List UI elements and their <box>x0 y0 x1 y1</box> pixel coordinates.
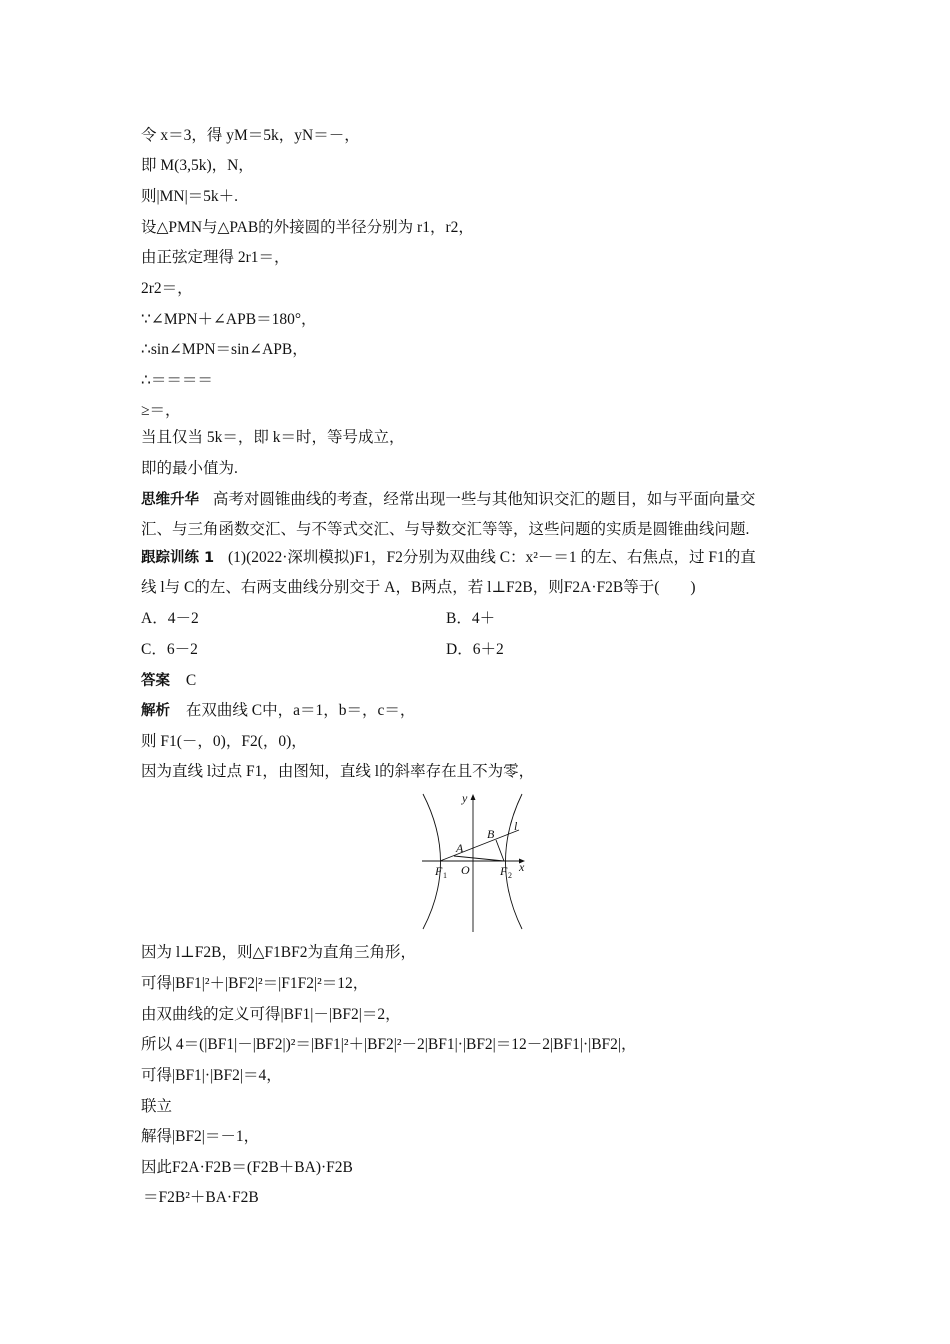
label-f2-sub: 2 <box>508 871 512 880</box>
label-y: y <box>462 791 468 805</box>
option-c: C．6－2 <box>141 641 198 658</box>
option-b: B．4＋ <box>446 610 496 627</box>
hyperbola-left-branch <box>423 794 441 929</box>
analysis-line <box>141 701 415 721</box>
segment-bf2 <box>496 840 504 861</box>
solution-line-9: 解得|BF2|＝－1， <box>141 1128 260 1145</box>
line-10: ≥＝， <box>141 402 181 419</box>
solution-line-2: 因为直线 l过点 F1，由图知，直线 l的斜率存在且不为零， <box>141 763 535 780</box>
solution-line-10: 因此F2A·F2B＝(F2B＋BA)·F2B <box>141 1159 353 1176</box>
label-f1-sub: 1 <box>443 871 447 880</box>
exercise-line-1 <box>141 548 756 568</box>
solution-line-7: 可得|BF1|·|BF2|＝4， <box>141 1067 282 1084</box>
line-6: 2r2＝， <box>141 280 193 297</box>
exercise-heading: 跟踪训练 1 <box>141 550 215 566</box>
label-b: B <box>487 827 495 841</box>
exercise-line-2: 线 l与 C的左、右两支曲线分别交于 A，B两点，若 l⊥F2B，则F2A·F2B等于( ) <box>141 579 696 596</box>
hyperbola-figure <box>418 790 536 932</box>
solution-line-4: 可得|BF1|²＋|BF2|²＝|F1F2|²＝12， <box>141 975 369 992</box>
summary-text-1: 高考对圆锥曲线的考查，经常出现一些与其他知识交汇的题目，如与平面向量交 <box>212 491 756 508</box>
solution-line-3: 因为 l⊥F2B，则△F1BF2为直角三角形， <box>141 944 416 961</box>
line-3: 则|MN|＝5k＋. <box>141 188 239 205</box>
y-axis-arrow <box>471 794 476 800</box>
line-l <box>440 830 519 861</box>
label-a: A <box>456 841 464 855</box>
label-f2: F <box>500 864 508 878</box>
line-5: 由正弦定理得 2r1＝， <box>141 249 290 266</box>
solution-line-1: 则 F1(－，0)，F2(，0)， <box>141 733 307 750</box>
line-12: 即的最小值为. <box>141 460 238 477</box>
segment-af2 <box>454 856 504 861</box>
summary-line-2: 汇、与三角函数交汇、与不等式交汇、与导数交汇等等，这些问题的实质是圆锥曲线问题. <box>141 521 750 538</box>
analysis-text: 在双曲线 C中，a＝1，b＝，c＝， <box>185 702 416 719</box>
line-11: 当且仅当 5k＝，即 k＝时，等号成立， <box>141 429 405 446</box>
summary-heading: 思维升华 <box>141 492 199 508</box>
option-d: D．6＋2 <box>446 641 504 658</box>
line-1: 令 x＝3，得 yM＝5k，yN＝－， <box>141 127 360 144</box>
line-7: ∵∠MPN＋∠APB＝180°， <box>141 311 317 328</box>
solution-line-8: 联立 <box>141 1098 173 1115</box>
analysis-label: 解析 <box>141 703 170 719</box>
label-l: l <box>514 819 518 833</box>
line-9: ∴＝＝＝＝ <box>141 372 213 389</box>
line-4: 设△PMN与△PAB的外接圆的半径分别为 r1，r2， <box>141 219 474 236</box>
option-a: A．4－2 <box>141 610 199 627</box>
answer-line <box>141 671 196 691</box>
answer-label: 答案 <box>141 673 170 689</box>
line-2: 即 M(3,5k)，N， <box>141 157 254 174</box>
summary-line-1 <box>141 490 755 510</box>
solution-line-11: ＝F2B²＋BA·F2B <box>143 1189 259 1206</box>
exercise-text-1: (1)(2022·深圳模拟)F1，F2分别为双曲线 C：x²－＝1 的左、右焦点，过 F1的直 <box>228 549 756 566</box>
answer-value: C <box>185 672 197 689</box>
label-x: x <box>519 860 525 874</box>
solution-line-6: 所以 4＝(|BF1|－|BF2|)²＝|BF1|²＋|BF2|²－2|BF1|·|BF2|＝12－2|BF1|·|BF2|， <box>141 1036 637 1053</box>
solution-line-5: 由双曲线的定义可得|BF1|－|BF2|＝2， <box>141 1006 401 1023</box>
label-o: O <box>461 863 470 877</box>
line-8: ∴sin∠MPN＝sin∠APB， <box>141 341 308 358</box>
label-f1: F <box>435 864 443 878</box>
